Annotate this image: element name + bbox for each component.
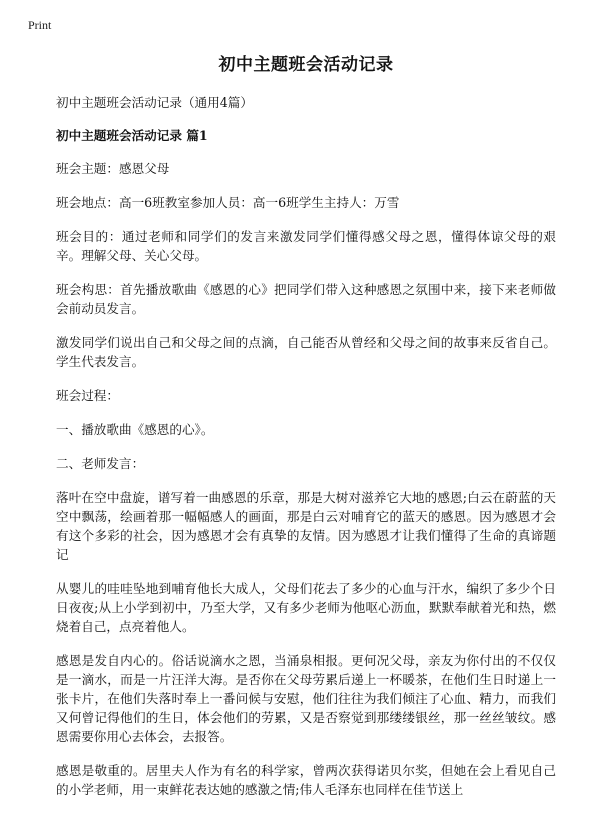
document-title: 初中主题班会活动记录 bbox=[218, 55, 394, 75]
paragraph-theme: 班会主题：感恩父母 bbox=[56, 161, 170, 176]
document-subtitle: 初中主题班会活动记录（通用4篇） bbox=[56, 95, 253, 110]
print-link[interactable]: Print bbox=[28, 18, 52, 32]
paragraph-location: 班会地点：高一6班教室参加人员：高一6班学生主持人：万雪 bbox=[56, 195, 400, 210]
paragraph-body: 落叶在空中盘旋，谱写着一曲感恩的乐章，那是大树对滋养它大地的感恩;白云在蔚蓝的天空中飘荡，绘画着那一幅幅感人的画面，那是白云对哺育它的蓝天的感恩。因为感恩才会有这个多彩的社会，因为感恩才会有真挚的友情。因为感恩才让我们懂得了生命的真谛题记 bbox=[56, 490, 556, 562]
paragraph-concept: 班会构思：首先播放歌曲《感恩的心》把同学们带入这种感恩之氛围中来，接下来老师做会前动员发言。 bbox=[56, 282, 556, 316]
section-heading: 初中主题班会活动记录 篇1 bbox=[56, 128, 208, 143]
paragraph-inspire: 激发同学们说出自己和父母之间的点滴，自己能否从曾经和父母之间的故事来反省自己。学生代表发言。 bbox=[56, 335, 556, 369]
document-body bbox=[56, 50, 556, 814]
paragraph-purpose: 班会目的：通过老师和同学们的发言来激发同学们懂得感父母之恩，懂得体谅父母的艰辛。理解父母、关心父母。 bbox=[56, 229, 556, 263]
paragraph-step-two: 二、老师发言： bbox=[56, 456, 145, 471]
paragraph-body: 从婴儿的哇哇坠地到哺育他长大成人，父母们花去了多少的心血与汗水，编织了多少个日日夜夜;从上小学到初中，乃至大学，又有多少老师为他呕心沥血，默默奉献着光和热，燃烧着自己，点亮着他人。 bbox=[56, 581, 556, 634]
paragraph-step-one: 一、播放歌曲《感恩的心》。 bbox=[56, 422, 214, 437]
paragraph-body: 感恩是敬重的。居里夫人作为有名的科学家，曾两次获得诺贝尔奖，但她在会上看见自己的小学老师，用一束鲜花表达她的感激之情;伟人毛泽东也同样在佳节送上 bbox=[56, 763, 556, 797]
paragraph-body: 感恩是发自内心的。俗话说滴水之恩，当涌泉相报。更何况父母，亲友为你付出的不仅仅是一滴水，而是一片汪洋大海。是否你在父母劳累后递上一杯暖茶，在他们生日时递上一张卡片，在他们失落时奉上一番问候与安慰，他们往往为我们倾注了心血、精力，而我们又何曾记得他们的生日，体会他们的劳累，又是否察觉到那缕缕银丝，那一丝丝皱纹。感恩需要你用心去体会，去报答。 bbox=[56, 653, 556, 744]
paragraph-process: 班会过程： bbox=[56, 388, 119, 403]
